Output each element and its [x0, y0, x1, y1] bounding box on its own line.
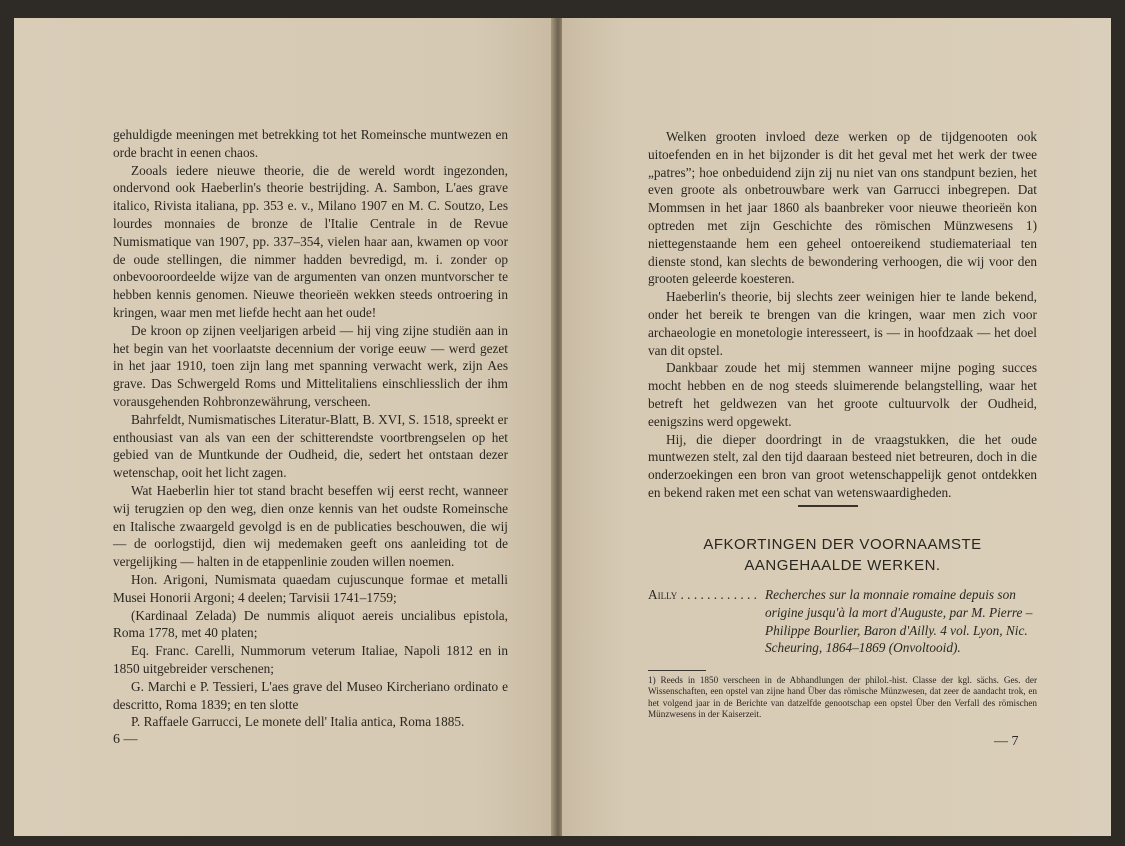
- paragraph: Hij, die dieper doordringt in de vraagstukken, die het oude muntwezen stelt, zal den tijd daaraan besteed niet betreuren, doch in die onderzoekingen een bron van groot wetenschappelijk genot ontdekken en bekend raken met een schat van wetenswaardigheden.: [648, 431, 1037, 500]
- paragraph: Dankbaar zoude het mij stemmen wanneer mijne poging succes mocht hebben en de nog steeds sluimerende belangstelling, waar het betreft het geldwezen van het groote cultuurvolk der Oudheid, eenigszins werd opgewekt.: [648, 360, 1037, 429]
- paragraph: Wat Haeberlin hier tot stand bracht beseffen wij eerst recht, wanneer wij terugzien op den weg, dien onze kennis van het oudste Romeinsche en Italische zwaargeld gevolgd is en de publicaties beschouwen, die wij — de oorlogstijd, dien wij medemaken geeft ons aanleiding tot de vergelijking — halten in de etappenlinie zouden willen noemen.: [113, 482, 508, 570]
- abbreviation-entry: [648, 586, 1037, 657]
- left-text-column: [113, 126, 508, 731]
- page-number: — 7: [994, 734, 1019, 749]
- paragraph: Bahrfeldt, Numismatisches Literatur-Blatt, B. XVI, S. 1518, spreekt er enthousiast van als van een der schitterendste voortbrengselen op het gebied van de Muntkunde der Oudheid, die, sedert het ontstaan dezer wetenschap, ooit het licht zagen.: [113, 411, 508, 481]
- footnote-rule: [648, 670, 706, 671]
- right-text-column: [648, 128, 1037, 502]
- paragraph: P. Raffaele Garrucci, Le monete dell' Italia antica, Roma 1885.: [131, 714, 465, 730]
- abbreviation-key: Ailly . . . . . . . . . . . .: [648, 587, 757, 602]
- section-heading: AFKORTINGEN DER VOORNAAMSTE: [703, 536, 982, 553]
- paragraph: Hon. Arigoni, Numismata quaedam cujuscunque formae et metalli Musei Honorii Argoni; 4 deelen; Tarvisii 1741–1759;: [113, 571, 508, 605]
- page-number: 6 —: [113, 732, 138, 747]
- paragraph: Zooals iedere nieuwe theorie, die de wereld wordt ingezonden, ondervond ook Haeberlin's theorie bestrijding. A. Sambon, L'aes grave italico, Rivista italiana, pp. 353 e. v., Milano 1907 en M. C. Soutzo, Les lourdes monnaies de bronze de l'Italie Centrale in de Revue Numismatique van 1907, pp. 337–354, vielen haar aan, kwamen op voor de oude stellingen, die nimmer hadden bevredigd, m. i. zonder op onbevooroordeelde wijze van de argumenten van onzen muntvorscher te hebben kennis genomen. Nieuwe theorieën wekken steeds ontroering in kringen, waar men met liefde hecht aan het oude!: [113, 162, 508, 320]
- paragraph: (Kardinaal Zelada) De nummis aliquot aereis uncialibus epistola, Roma 1778, met 40 platen;: [113, 607, 508, 641]
- footnote: 1) Reeds in 1850 verscheen in de Abhandlungen der philol.-hist. Classe der kgl. sächs. Ges. der Wissenschaften, een opstel van zijne hand Über das römische Münzwesen, dat zeer de aandacht trok, en het volgend jaar in de Berichte van datzelfde genootschap een opstel Über den Verfall des römischen Münzwesens in der Kaiserzeit.: [648, 675, 1037, 720]
- paragraph: Eq. Franc. Carelli, Nummorum veterum Italiae, Napoli 1812 en in 1850 uitgebreider verschenen;: [113, 643, 508, 676]
- paragraph: Welken grooten invloed deze werken op de tijdgenooten ook uitoefenden en in het bijzonder is dit het geval met het werk der twee „patres”; hoe onbeduidend zijn zij nu niet van ons standpunt bezien, het even groote als onbetrouwbare werk van Garrucci inbegrepen. Dat Mommsen in het jaar 1860 als baanbreker voor nieuwe theorieën kon optreden met zijn Geschichte des römischen Münzwesens 1) niettegenstaande hem een geheel ontoereikend studiemateriaal ten dienste stond, kan slechts de bewondering verhoogen, die wij voor den grooten geleerde koesteren.: [648, 129, 1037, 287]
- section-heading-line2: AANGEHAALDE WERKEN.: [744, 557, 941, 574]
- paragraph: gehuldigde meeningen met betrekking tot het Romeinsche muntwezen en orde bracht in eenen chaos.: [113, 127, 508, 160]
- right-page: [562, 18, 1111, 836]
- abbreviation-text: Recherches sur la monnaie romaine depuis son origine jusqu'à la mort d'Auguste, par M. Pierre – Philippe Bourlier, Baron d'Ailly. 4 vol. Lyon, Nic. Scheuring, 1864–1869 (Onvoltooid).: [765, 587, 1033, 656]
- paragraph: G. Marchi e P. Tessieri, L'aes grave del Museo Kircheriano ordinato e descritto, Roma 1839; en ten slotte: [113, 678, 508, 712]
- left-page: [14, 18, 554, 836]
- section-divider: [798, 505, 858, 507]
- paragraph: De kroon op zijnen veeljarigen arbeid — hij ving zijne studiën aan in het begin van het voorlaatste decennium der vorige eeuw — werd gezet in het jaar 1910, toen zijn lang met spanning verwacht werk, zijn Aes grave. Das Schwergeld Roms und Mittelitaliens einschliesslich der ihm vorausgehenden Rohbronzewährung, verscheen.: [113, 322, 508, 409]
- paragraph: Haeberlin's theorie, bij slechts zeer weinigen hier te lande bekend, onder het bereik te brengen van die kringen, waar men zich voor archaeologie en monetologie interesseert, is — in hoofdzaak — het doel van dit opstel.: [648, 289, 1037, 358]
